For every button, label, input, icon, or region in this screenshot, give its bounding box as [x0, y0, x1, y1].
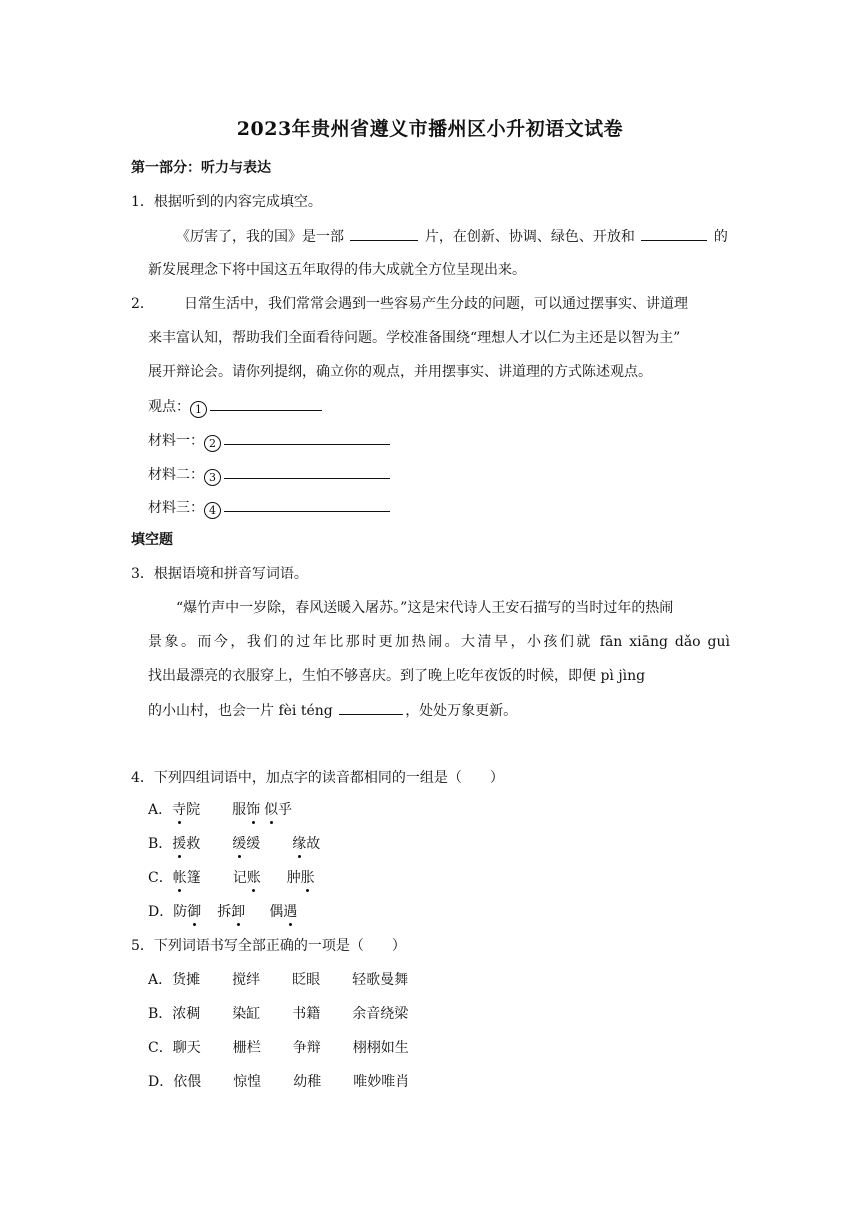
circled-number: 3	[204, 469, 221, 486]
q4-option-b[interactable]: B．援救 缓缓 缘故	[148, 836, 321, 852]
q2-viewpoint-row: 观点： 1	[148, 396, 324, 418]
q4-stem: 4．下列四组词语中，加点字的读音都相同的一组是（ ）	[131, 770, 504, 786]
page-title: 2023年贵州省遵义市播州区小升初语文试卷	[236, 118, 624, 140]
circled-number: 1	[190, 401, 207, 418]
viewpoint-blank[interactable]	[210, 396, 322, 411]
circled-number: 2	[204, 435, 221, 452]
q2-material3-row: 材料三： 4	[148, 497, 392, 519]
q5-stem: 5．下列词语书写全部正确的一项是（ ）	[131, 938, 406, 954]
q1-blank-2[interactable]	[641, 226, 707, 241]
section-heading-listening: 第一部分：听力与表达	[131, 160, 271, 176]
circled-number: 4	[204, 502, 221, 519]
q3-blank[interactable]	[339, 700, 403, 715]
q2-text-line2: 来丰富认知，帮助我们全面看待问题。学校准备围绕“理想人才以仁为主还是以智为主”	[148, 330, 681, 346]
q3-text-line3: 找出最漂亮的衣服穿上，生怕不够喜庆。到了晚上吃年夜饭的时候，即便 pì jìng	[148, 668, 646, 684]
material2-blank[interactable]	[224, 464, 390, 479]
q3-text-line2: 景象。而今，我们的过年比那时更加热闹。大清早，小孩们就 fān xiāng dǎo guì	[148, 634, 730, 650]
q3-text-line4: 的小山村，也会一片 fèi téng ，处处万象更新。	[148, 700, 517, 721]
q1-passage-line2: 新发展理念下将中国这五年取得的伟大成就全方位呈现出来。	[148, 262, 526, 278]
q3-stem: 3．根据语境和拼音写词语。	[131, 566, 308, 582]
q3-text-line1: “爆竹声中一岁除，春风送暖入屠苏。”这是宋代诗人王安石描写的当时过年的热闹	[176, 600, 674, 616]
q5-option-b[interactable]: B．浓稠 染缸 书籍 余音绕梁	[148, 1006, 409, 1022]
q4-option-a[interactable]: A．寺院 服饰 似乎	[148, 802, 293, 818]
q1-stem: 1．根据听到的内容完成填空。	[131, 194, 322, 210]
q4-option-c[interactable]: C．帐篷 记账 肿胀	[148, 870, 315, 886]
q5-option-d[interactable]: D．依偎 惊惶 幼稚 唯妙唯肖	[148, 1074, 410, 1090]
q1-passage-line1: 《厉害了，我的国》是一部 片，在创新、协调、绿色、开放和 的	[176, 226, 728, 247]
q2-material1-row: 材料一： 2	[148, 430, 392, 452]
q5-option-a[interactable]: A．货摊 搅绊 眨眼 轻歌曼舞	[148, 972, 409, 988]
q2-text-line3: 展开辩论会。请你列提纲，确立你的观点，并用摆事实、讲道理的方式陈述观点。	[148, 364, 652, 380]
q2-text-line1: 日常生活中，我们常常会遇到一些容易产生分歧的问题，可以通过摆事实、讲道理	[184, 296, 688, 312]
section-heading-fill: 填空题	[131, 532, 173, 548]
material3-blank[interactable]	[224, 497, 390, 512]
q2-number: 2．	[131, 296, 154, 312]
q1-blank-1[interactable]	[350, 226, 418, 241]
q2-material2-row: 材料二： 3	[148, 464, 392, 486]
q4-option-d[interactable]: D．防御 拆卸 偶遇	[148, 904, 298, 920]
material1-blank[interactable]	[224, 430, 390, 445]
q5-option-c[interactable]: C．聊天 栅栏 争辩 栩栩如生	[148, 1040, 409, 1056]
